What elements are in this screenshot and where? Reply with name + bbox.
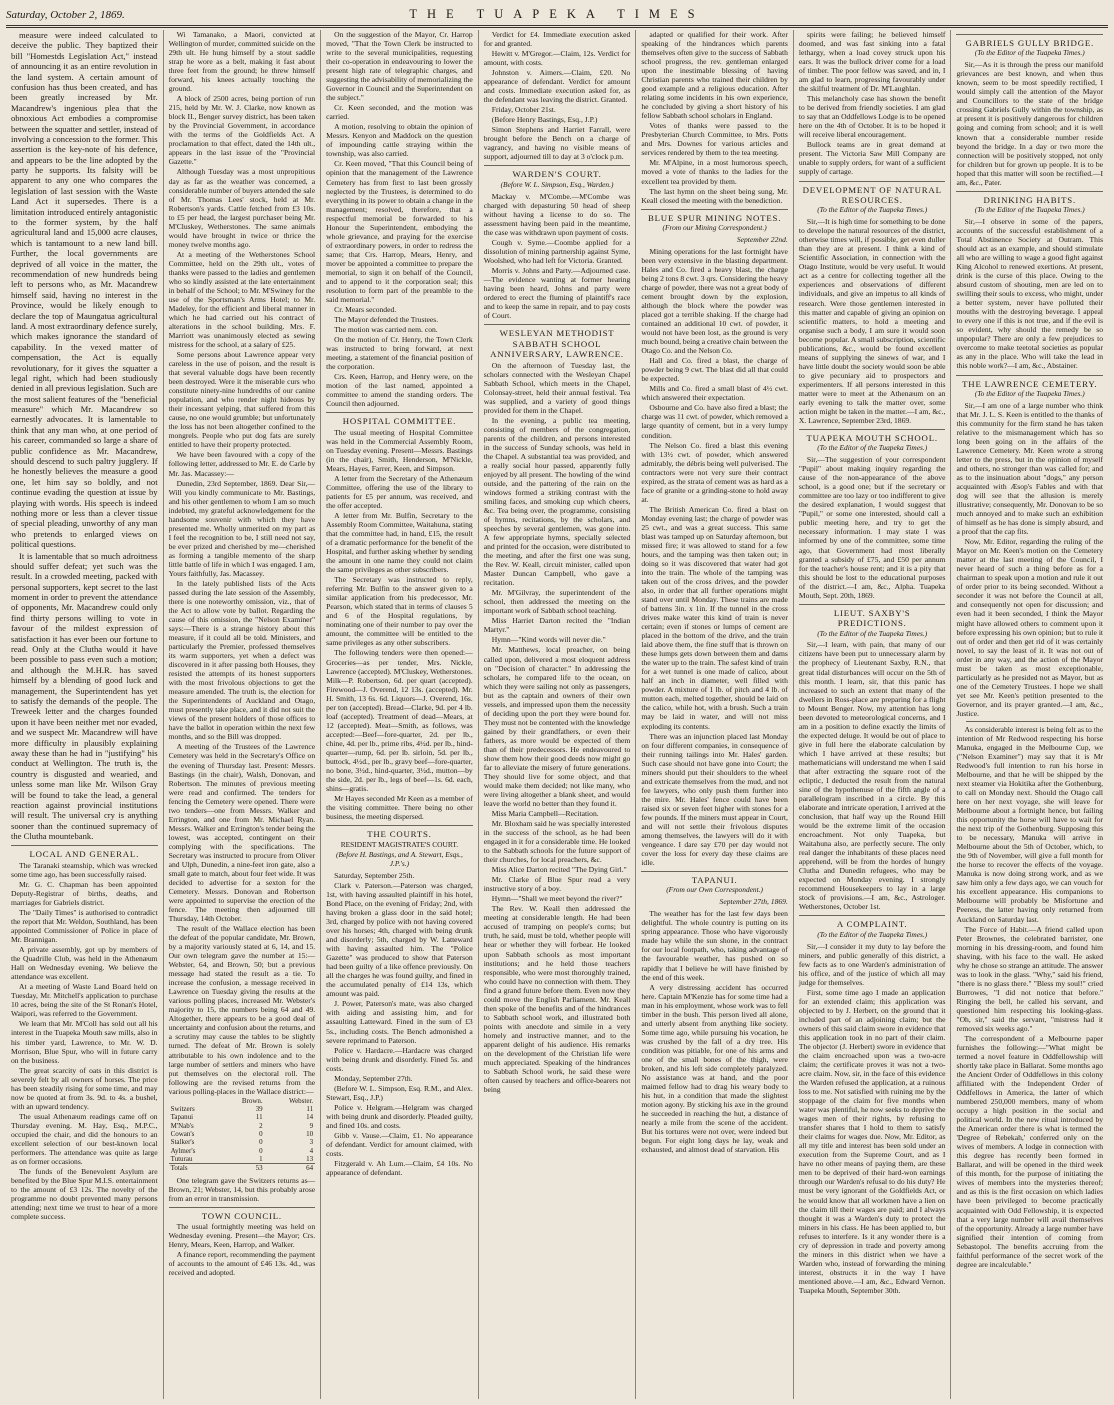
date-line: Friday, October 21st. [491, 105, 556, 115]
news-item: The motion was carried nem. con. [334, 325, 438, 334]
news-item: At a meeting of Waste Land Board held on Tuesday, Mr. Mitchell's application to purchase 10 acres, being the site of the St Ronan's Hotel, Waipori, was referred to the Government. [11, 982, 158, 1019]
news-item: A finance report, recommending the payment of accounts to the amount of £46 13s. 4d., was received and adopted. [168, 1250, 316, 1278]
news-item: This melancholy case has shown the benefit to be derived from friendly societies. I am glad to say that an Oddfellows Lodge is to be opened here on the 4th of October. It is to be hoped it will receive liberal encouragement. [798, 94, 946, 140]
news-item: The Mayor defended the Trustees. [334, 314, 439, 324]
columns [6, 30, 1108, 1399]
table-cell: 3 [309, 1138, 314, 1147]
byline: (To the Editor of the Tuapeka Times.) [817, 628, 928, 638]
table-header-cell: Webster. [289, 1096, 314, 1105]
column-5 [636, 30, 794, 1399]
date-line: Saturday, September 25th. [334, 870, 415, 880]
table-cell: 0 [259, 1129, 263, 1138]
news-item: Cr. Keen seconded, and the motion was carried. [326, 103, 473, 122]
news-item: Verdict for £4. Immediate execution asked for and granted. [483, 30, 631, 49]
news-item: Hewitt v. M'Gregor.—Claim, 12s. Verdict for amount, with costs. [483, 49, 631, 68]
byline: (Before H. Bastings, and A. Stewart, Esqs., J.P.'s.) [336, 850, 463, 869]
section-heading-gabriels-gully-bridge: GABRIELS GULLY BRIDGE. [956, 34, 1103, 48]
news-item: Osbourne and Co. have also fired a blast; the charge was 11 cwt. of powder, which removed a large quantity of cement, but in a very lumpy condition. [641, 403, 788, 440]
news-item: Bullock teams are in great demand at present. The Victoria Saw Mill Company are unable to supply orders, for want of a sufficient supply of cartage. [798, 140, 946, 177]
letter: Sir,—I learn, with pain, that many of our citizens have been put to unnecessary alarm by the prophecy of Lieutenant Saxby, R.N., that great tidal disturbances will occur on the 5th of this month. I learn, sir, that this panic has increased to such an extent that many of the dwellers in Ross-place are preparing for a flight to Mount Benger. Now, my attention has long been devoted to meteorological concerns, and I am in a position to define exactly the limits of the expected deluge. It would be out of place to give in full here the elaborate calculation by which I have arrived at these results; but mathematicians will understand me when I said that after extracting the square root of the ecliptic, I deducted the result from the natural sine of the hypothenuse of the fifth angle of a parallelogram inscribed in a circle. By this elaborate and intricate operation, I arrived at the conclusion, that half way up the Round Hill would be the extreme limit of the occasion encroachment. Not only Tuapeka, but Waitahuna also, are perfectly secure. The only real danger the inhabitants of these places need apprehend, will be from the hordes of hungry Clutha and Dunedin refugees, who may be expected on Monday evening. I strongly recommend Housekeepers to lay in a large stock of provisions.—I am, &c., Astrologer. Wetherstones, October 1st. [798, 640, 946, 912]
table-header-row [169, 1097, 316, 1105]
letter: Sir,—As it is through the press our manifold grievances are best known, and when thus known, seem to be most speedily rectified, I would simply call the attention of the Mayor and Councillors to the state of the bridge crossing Gabriels Gully within the township, as at present it is positively dangerous for children going and coming from school; and it is well known that a considerable number reside beyond the bridge. In a day or two more the connection will be positively stopped, not only for children but for grown up people. It is to be hoped that this matter will soon be rectified.—I am, &c., Pater. [956, 60, 1104, 187]
byline: (To the Editor of the Tuapeka Times.) [817, 929, 928, 939]
table-cell: Cowan's [170, 1129, 195, 1138]
table-cell: 0 [259, 1146, 263, 1155]
table-cell: M'Nab's [170, 1121, 194, 1130]
news-item: One telegram gave the Switzers returns as—Brown, 21; Webster, 14, but this probably arose from an error in transmission. [168, 1175, 316, 1203]
section-heading-tapanui: TAPANUI. [641, 871, 788, 885]
table-cell: 10 [306, 1129, 314, 1138]
news-item: As considerable interest is being felt as to the intention of Mr Redwood respecting his horse Manuka, engaged in the Melbourne Cup, we ("Nelson Examiner") may say that it is Mr Redwood's full intention to run his horse in Melbourne, and that he will be shipped by the next steamer via Hokitika after the Gothenburg, to call on Monday next. Should the Otago call here on her next voyage, she will leave for Melbourne about a fortnight hence, but failing this opportunity the horse will have to wait for the next trip of the Gothenburg. Supposing this to be necessary, Manuka will arrive in Melbourne about the 5th of October, which, to the 9th of November, will give a full month for the horse to recover the effects of the voyage. Manuka is now doing strong work, and as we saw him only a few days ago, we can vouch for his excellent appearance. His companions to Melbourne will probably be Misfortune and Peeress, the latter having only returned from Auckland on Saturday last. [956, 724, 1104, 924]
wallace-election-table [169, 1097, 316, 1173]
news-item: Police v. Hardacre.—Hardacre was charged with being drunk and disorderly. Fined 5s. and costs. [326, 1045, 473, 1073]
date-line: Monday, September 27th. [334, 1073, 413, 1083]
news-item: The last hymn on the sheet being sung, Mr. Keall closed the meeting with the benediction. [641, 186, 788, 205]
table-cell: 13 [306, 1154, 314, 1163]
table-cell: Stalker's [170, 1138, 195, 1147]
byline: (Before W. L. Simpson, Esq., Warden.) [500, 179, 614, 189]
table-total-row [169, 1164, 316, 1173]
table-cell: 9 [309, 1121, 314, 1130]
news-item: Simon Stephens and Harriet Farrall, were brought before the Bench on a charge of vagrancy, and having no visible means of support, adjourned till to day at 3 o'clock p.m. [483, 125, 631, 162]
section-heading-tuapeka-mouth-school: TUAPEKA MOUTH SCHOOL. [799, 429, 946, 443]
news-item: A motion, resolving to obtain the opinion of Messrs. Kenyon and Maddock on the question of impounding cattle straying within the township, was also carried. [326, 122, 473, 159]
table-cell: 2 [259, 1121, 263, 1130]
news-item: Mr. M'Gilvray, the superintendent of the school, then addressed the meeting on the important work of Sabbath school teaching. [483, 588, 631, 616]
news-item: The following tenders were then opened:—Groceries—as per tender, Mrs. Nickle, Lawrence (accepted). M'Cluskey, Wetherstones. Milk—P. Robertson, 6d. per quart (accepted). Firewood—J. Overend, 12 13s. (accepted). Mr. H. Smith, 13 6s. 6d. Liquors—J. Overend, 16s. per ton (accepted). Bread—Clarke, 9d. per 4 lb. loaf (accepted). Treatment of dead—Mears, at 12 (accepted). Meat—Smith, as follows, was accepted:—Beef—fore-quarter, 2d. per lb., chine, 4d. per lb., prime ribs, 4½d. per lb., hind-quarter—rump, 6d. per lb. sirloin, 5d. per lb., buttock, 4½d., per lb., gravy beef—fore-quarter, no bone, 3½d., hind-quarter, 3½d., mutton—by the side, 2d. per lb., legs of beef—1s. 6d. each, shins—gratis. [326, 648, 473, 793]
divider [966, 721, 1093, 722]
news-item: A letter from Mr. Bulfin, Secretary to the Assembly Room Committee, Waitahuna, stating that the committee had, in hand, £15, the result of a dramatic performance for the benefit of the Hospital, and further asking whether by sending the amount in one name they could not claim the same privileges as other subscribers. [326, 511, 473, 575]
byline: (Before W. L. Simpson, Esq. R.M., and Alex. Stewart, Esq., J.P.) [326, 1083, 473, 1102]
news-item: Hymn—"Shall we meet beyond the river?" [491, 894, 623, 904]
news-item: The Secretary was instructed to reply, referring Mr. Bulfin to the answer given to a similar application from his predecessor, Mr. Pearson, which stated that in terms of clauses 5 and 6 of the Hospital regulations, by nominating one of their number to pay over the amount, the committee will be entitled to the same privileges as any other subscribers. [326, 575, 473, 648]
news-item: Mr. Matthews, local preacher, on being called upon, delivered a most eloquent address on "Decision of character." In addressing the scholars, he compared life to the ocean, on which they were sailing not only as passengers, but as the captain and owners of their own vessels, and impressed upon them the necessity of deciding upon the port they were bound for. They must not be contented with the knowledge gained by their grandfathers, or even their fathers, as more would be expected of them than of their predecessors. He endeavoured to show them how their good deeds now might go far to alleviate the misery of future generations. They should live for some object, and that would make them decided; not like many, who were living altogether a blank sheet, and would leave the world no better than they found it. [483, 645, 631, 808]
table-cell: 53 [220, 1164, 265, 1173]
news-item: The Force of Habit.—A friend called upon Peter Brownes, the celebrated barrister, one morning in his dressing-room, and found him shaving, with his face to the wall. He asked why he chose so strange an attitude. The answer was to look in the glass. "Why," said his friend, "there is no glass there." "Bless my soul!" cried Burrowes, "I did not notice that before." Ringing the bell, he called his servant, and questioned him respecting his looking-glass. "Oh, sir," said the servant, "mistress had it removed six weeks ago." [956, 924, 1104, 1033]
news-item: The Taranaki steamship, which was wrecked some time ago, has been successfully raised. [11, 860, 158, 879]
date-line: September 27th, 1869. [719, 897, 788, 907]
letter: Sir,—It is high time for something to be done to develope the natural resources of the district, otherwise times will, if possible, get even duller than they are at present. I think a kind of Scientific Association, in connection with the Otago Institute, would be very useful. It would act as a centre for collecting together all the experiences and observations of different individuals, and give an impetus to all kinds of research. Were those gentlemen interested in this matter and capable of giving an opinion on scientific matters, to hold a meeting and organise such a body, I am sure it would soon become popular. A small subscription, scientific publications, &c., would be found excellent means of supplying the sinews of war, and I have little doubt the society would soon be able to give pecuniary aid to prospectors and experimenters. If all persons interested in this matter were to meet at the Athenæum on an early evening to talk the matter over, some action might be taken in the matter.—I am, &c., X. Lawrence, September 23rd, 1869. [798, 217, 946, 425]
issue-date: Saturday, October 2, 1869. [6, 8, 125, 21]
news-item: The usual meeting of Hospital Committee was held in the Commercial Assembly Room, on Tuesday evening. Present—Messrs. Bastings (in the chair), Smith, Henderson, M'Nickle, Mears, Hayes, Farrer, Keen, and Simpson. [326, 427, 473, 473]
table-row [169, 1113, 316, 1121]
byline: (Before Henry Bastings, Esq., J.P.) [491, 115, 598, 125]
news-item: Police v. Helgram.—Helgram was charged with being drunk and disorderly. Pleaded guilty, and fined 10s. and costs. [326, 1102, 473, 1130]
news-item: Mills and Co. fired a small blast of 4½ cwt. which answered their expectation. [641, 384, 788, 403]
news-item: On the afternoon of Tuesday last, the scholars connected with the Wesleyan Chapel Sabbath School, which meets in the Chapel, Colonsay-street, held their annual festival. Tea was supplied, and a variety of good things provided for them in the Chapel. [483, 360, 631, 415]
table-cell: 11 [306, 1104, 314, 1113]
news-item: The British American Co. fired a blast on Monday evening last; the charge of powder was 25 cwt., and was a great success. This same blast was tamped up on Saturday afternoon, but missed fire; it was allowed to stand for a few hours, and the tamping was then taken out; in doing so it was discovered that water had got into the train. The whole of the tamping was taken out of the cross drives, and the powder also, in order that all further operations might stand over until Monday. These trains are made of battens 3in. x 1in. If the tunnel in the cross drives make water this kind of train is never certain; even if stones or lumps of cement are placed in the bottom of the drive, and the train laid above them, the fine stuff that is thrown on these lumps gets down between them and dams the water up to the train. The safest kind of train for a wet tunnel is one made of calico, about half an inch in diameter, well filled with powder. A mixture of 1 lb. of pitch and 4 lb. of mutton each, melted together, should be laid on the calico, while hot, with a brush. Such a train may be laid in water, and will not miss exploding its contents. [641, 504, 788, 731]
news-item: The usual Athenæum readings came off on Thursday evening. M. Hay, Esq., M.P.C., occupied the chair, and did the honours to an excellent selection of our best-known local performers. The attendance was quite as large as on former occasions. [11, 1111, 158, 1166]
news-item: Mining operations for the last fortnight have been very extensive in the blasting department. Hales and Co. fired a heavy blast, the charge being 2 tons 8 cwt. 3 qrs. Considering the heavy charge of powder, there was not a great body of cement brought down by the explosion, although the block where the powder was placed got a terrible shaking. If the charge had contained an additional 10 cwt. of powder, it would not have been lost, as the ground is very much bound, being a creative chain between the Otago Co. and the Nelson Co. [641, 246, 788, 356]
table-row [169, 1130, 316, 1138]
news-item: A letter from the Secretary of the Athenæum Committee, offering the use of the library to patients for £5 per annum, was received, and the offer accepted. [326, 473, 473, 510]
news-item: Hall and Co. fired a blast, the charge of powder being 9 cwt. The blast did all that could be expected. [641, 356, 788, 384]
news-item: The result of the Wallace election has been the defeat of the popular candidate, Mr. Brown, by a majority variously stated at 6, 14, and 15. Our own telegram gave the number at 15:—Webster, 64, and Brown, 50; but a previous message had stated the result as a tie. To increase the confusion, a message received in Lawrence on Tuesday giving the results at the various polling places, increased Mr. Webster's majority to 15, the numbers being 64 and 49. Altogether, there appears to be a good deal of uncertainty and confusion about the returns, and a scrutiny may cause the tables to be slightly turned. The defeat of Mr. Brown is solely attributable to his own indolence and to the large number of settlers and miners who have put themselves on the electoral roll. The following are the revised returns from the various polling-places in the Wallace district:— [168, 924, 316, 1096]
section-heading-a-complaint: A COMPLAINT. [799, 915, 946, 929]
news-item: The usual fortnightly meeting was held on Wednesday evening. Present—the Mayor; Crs. Henry, Mears, Keen, Harrop, and Walker. [168, 1222, 316, 1250]
letter: Dunedin, 23rd September, 1869. Dear Sir,—Will you kindly communicate to Mr. Bastings, and his other gentlemen to whom I am so much indebted, my grateful acknowledgement for the handsome souvenir with which they have presented me. Wholly unmerited on my part as I feel the recognition to be, I still need not say, be ever prized and cherished by me—cherished as forming a tangible memento of the sharp little battle of life in which I was engaged. I am, Yours faithfully, Jas. Macassey. [168, 478, 316, 578]
column-6 [794, 30, 952, 1399]
byline: (To the Editor of the Tuapeka Times.) [974, 205, 1085, 215]
section-heading-blue-spur-mining-notes: BLUE SPUR MINING NOTES. [641, 209, 788, 223]
letter: Sir,—The suggestion of your correspondent "Pupil" about making inquiry regarding the cause of the non-appearance of the above school, is a good one; but if the secretary or committee are too lazy or too indifferent to give the desired explanation, I would suggest that "Pupil," or some one interested, should call a public meeting here, and try to get the necessary information. I may state I was informed by one of the committee, some time ago, that Government had most liberally granted a subsidy of £75, and £50 per annum for the teacher's house rent; and it is a pity that this should be lost to the educational purposes of the district.—I am, &c., Alpha. Tuapeka Mouth, Sept. 20th, 1869. [798, 455, 946, 600]
section-heading-natural-resources: DEVELOPMENT OF NATURAL RESOURCES. [799, 181, 946, 206]
news-item: On the suggestion of the Mayor, Cr. Harrop moved, "That the Town Clerk be instructed to write to the several municipalities, requesting their co-operation in endeavouring to lower the present high rate of telegraphic charges, and suggesting the advisability of memorializing the Governor in Council and the Superintendent on the subject." [326, 30, 473, 103]
news-item: A private assembly, got up by members of the Quadrille Club, was held in the Athenæum Hall on Wednesday evening. We believe the attendance was excellent. [11, 945, 158, 982]
news-item: Some persons about Lawrence appear very careless in the use of poison, and the result is that several valuable dogs have been recently been destroyed. Were it the miserable curs who constitute ninety-nine hundredths of our canine population, and who render night hideous by their incessant yelping, that suffered from this cause, no one would grumble; but unfortunately the loss has not been altogether confined to the mongrels. People who put dog fats are surely entitled to have their property protected. [168, 350, 316, 450]
news-item: The Nelson Co. fired a blast this evening with 13½ cwt. of powder, which answered admirably, the débris being well pulverised. The contractors were not very sure their contract expired, as the strata of cement was as hard as a face of granite or a grinding-stone to hold away at. [641, 440, 788, 504]
table-row [169, 1147, 316, 1155]
news-item: Although Tuesday was a most unpropitious day as far as the weather was concerned, a considerable number of buyers attended the sale of Mr. Thomas Lees' stock, held at Mr. Robertson's yards. Cattle fetched from £3 10s. to £5 per head, the largest purchaser being Mr. M'Cluskey, Wetherstones. The same animals would have brought in twice or thrice the money twelve months ago. [168, 167, 316, 249]
table-cell: 39 [255, 1104, 263, 1113]
news-item: The weather has for the last few days been delightful. The whole country is putting on its spring appearance. Those who have vigorously made hay while the sun shone, in the contract for our local footpath, who, taking advantage of the favourable weather, has pushed on so rapidly that I believe he will have finished by the end of this week. [641, 909, 788, 982]
byline: (From our Own Correspondent.) [666, 885, 763, 895]
letter: Sir,—I am one of a large number who think that Mr. J. L. S. Keen is entitled to the thanks of this community for the firm stand he has taken relative to the mismanagement which has so long been going on in the affairs of the Lawrence Cemetery. Mr. Keen wrote a strong letter to the press, but in the opinion of myself and others, no stronger than was called for; and as to the insinuation about "dogs," any person acquainted with Æsop's Fables and with that dog will see that the allusion is merely illustrative; consequently, Mr. Donovan to be so much annoyed and to make such an exhibition of himself as he has done is simply absurd, and a proof that the cap fits. [956, 400, 1104, 537]
section-heading-hospital-committee: HOSPITAL COMMITTEE. [326, 412, 473, 426]
byline: (From our Mining Correspondent.) [662, 223, 767, 233]
news-item: A block of 2500 acres, being portion of run 215, held by Mr. W. J. Clarke, now known as block II., Benger survey district, has been taken by the Provincial Government, in accordance with the terms of the Goldfields Act. A proclamation to that effect, dated the 14th ult., appears in the last issue of the "Provincial Gazette." [168, 94, 316, 167]
table-row [169, 1138, 316, 1146]
news-item: Wi Tamanako, a Maori, convicted at Wellington of murder, committed suicide on the 29th ult. He hung himself by a stout saddle strap he wore as a belt, making it fast about three feet from the ground; he threw himself forward, his knees actually touching the ground. [168, 30, 316, 94]
byline: (To the Editor of the Tuapeka Times.) [817, 205, 928, 215]
news-item: Mackay v. M'Combe.—M'Combe was charged with depasturing 50 head of sheep without having a license to do so. The assessment having been paid in the meantime, the case was withdrawn upon payment of costs. [483, 191, 631, 237]
news-item: A very distressing accident has occurred here. Captain M'Kenzie has for some time had a man in his employment, whose work was to fell timber in the bush. This person lived all alone, and utterly absent from anything like society. Some time ago, while pursuing his vocation, he was crushed by the fall of a dry tree. His condition was pitiable, for one of his arms and one of the small bones of the thigh, were broken, and his left side completely paralyzed. No assistance was at hand, and the poor maimed fellow had to drag his weary body to his hut, in a condition that made the slightest motion agony. By sticking his axe in the ground he succeeded in reaching the hut, a distance of nearly a mile from the scene of the accident. But his tortures were not over, were indeed but begun. For eight long days he lay, weak and exhausted, and almost dead of starvation. His [641, 982, 788, 1155]
news-item: In the lately published lists of the Acts passed during the late session of the Assembly, there is one noteworthy omission, viz., that of the Act to allow vote by ballot. Regarding the cause of this omission, the "Nelson Examiner" says:—There is a strange history about this measure, if it could all be told. Ministers, and particularly the Premier, professed themselves its warm supporters, yet when a defect was discovered in it after passing both Houses, they resisted the attempts of its honest supporters with the most frivolous objections to get the measure amended. The truth is, the election for the Superintendents of Auckland and Otago, must presently take place, and it did not suit the views of the present holders of those offices to have the ballot in operation within the next few months, and so the Bill was dropped. [168, 578, 316, 742]
news-item: Johnston v. Aimers.—Claim, £20. No appearance of defendant. Verdict for amount and costs. Immediate execution asked for, as the defendant was leaving the district. Granted. [483, 68, 631, 105]
news-item: The great scarcity of oats in this district is severely felt by all owners of horses. The price has been steadily rising for some time, and may now be quoted at from 3s. 9d. to 4s. a bushel, with an upward tendency. [11, 1065, 158, 1111]
table-row [169, 1155, 316, 1164]
news-item: Mr. M'Alpine, in a most humorous speech, moved a vote of thanks to the ladies for the excellent tea provided by them. [641, 158, 788, 186]
column-2 [164, 30, 322, 1399]
news-item: J. Power, Paterson's mate, was also charged with aiding and assisting him, and for assaulting Latteward. Fined in the sum of £3 5s., including costs. The Bench admonished a severe reprimand to Paterson. [326, 999, 473, 1045]
news-item: Mr. Bloxham said he was specially interested in the success of the school, as he had been engaged in it for a considerable time. He looked to the Sabbath schools for the future support of their churches, for local preachers, &c. [483, 819, 631, 865]
news-item: In the evening, a public tea meeting, consisting of members of the congregation, parents of the children, and persons interested in the success of Sunday schools, was held in the Chapel. A substantial tea was provided, and a really social hour passed, apparently fully enjoyed by all present. The howling of the wind outside, and the pattering of the rain on the windows formed a striking contrast with the smiling faces, and smoking cup which cheers, &c. Tea being over, the programme, consisting of hymns, recitations, by the scholars, and speeches by several gentlemen, was gone into. A few appropriate hymns, specially selected and printed for the occasion, were distributed to the meeting, and after the first one was sung, the Rev. W. Keall, circuit minister, called upon Master Duncan Campbell, who gave a recitation. [483, 415, 631, 588]
table-cell: Totals [169, 1164, 221, 1173]
news-item: Cr. Mears seconded. [334, 304, 397, 314]
column-4 [479, 30, 637, 1399]
news-item: Clark v. Paterson.—Paterson was charged, 1st, with having assaulted plaintiff in his hotel, Bond Place, on the evening of Friday; 2nd, with having broken a glass door in the said hotel; 3rd, charged by police with not having covered over his horses; 4th, charged with being drunk and disorderly; 5th, charged by W. Latteward with having assaulted him. The "Police Gazette" was produced to show that Paterson had been guilty of a like offence previously. On all the charges he was found guilty, and fined in the accumulated penalty of £14 13s, which amount was paid. [326, 881, 473, 999]
news-item: The correspondent of a Melbourne paper furnishes the following:—"What might be termed a novel feature in Oddfellowship will shortly take place in Ballarat. Some months ago the Ancient Order of Oddfellows in this colony affiliated with the Independent Order of Oddfellows in America, the latter of which numbered 250,000 members, many of whom occupy a high position in the social and political world. In the new ritual introduced by the American order there is what is termed the 'Degree of Rebekah,' conferred only on the wives of members. A lodge in connection with this degree has recently been formed in Ballarat, and will be opened in the third week of this month, for the purpose of initiating the wives of members into the mysteries thereof; and as this is the first occasion on which ladies have been privileged to become practically acquainted with Odd Fellowship, it is expected that a very large number will avail themselves of the opportunity. Already a large number have signified their intention of coming from Sebastopol. The benefits accruing from the faithful performance of the secret work of the degree are incalculable." [956, 1033, 1104, 1269]
section-heading-wesleyan-anniversary: WESLEYAN METHODIST SABBATH SCHOOL ANNIVERSARY, LAWRENCE. [484, 324, 631, 359]
section-heading-saxby-predictions: LIEUT. SAXBY'S PREDICTIONS. [799, 604, 946, 629]
letter: Sir,—I observe in some of the papers, accounts of the successful establishment of a Total Abstinence Society at Outram. This should act as an example, and should stimulate all who are willing to wage a good fight against King Alcohol to renewed exertions. At present, drink is the curse of this place. Owing to the absurd custom of shouting, men are led on to swilling their souls to excess, who might, under a better system, never have polluted their mouths with the destroying beverage. I appeal to every one if this is not true, and if the evil is so evident, why should the remedy be so unpopular? There are only a few prejudices to overcome to make teetotal societies as popular as any in the place. Who will take the lead in this noble work?—I am, &c., Abstainer. [956, 216, 1104, 371]
section-heading-the-courts: THE COURTS. [326, 825, 473, 839]
news-item: We learn that Mr. M'Coll has sold out all his interest in the Tuapeka Mouth saw mills, also in his timber yard, Lawrence, to Mr. W. D. Morrison, Blue Spur, who will in future carry on the business. [11, 1019, 158, 1065]
editorial-paragraph: It is lamentable that so much adroitness should suffer defeat; yet such was the result. In a crowded meeting, packed with personal supporters, kept secret to the last moment in order to prevent the attendance of opponents, Mr. Macandrew could only find thirty persons willing to vote in favour of the mildest expression of satisfaction it has ever been our fortune to read. Only at the Clutha would it have been possible to pass even such a motion; and although the M.H.R. has saved himself by a blending of good luck and management, the Superintendent has yet to satisfy the demands of the people. The Treweek letter and the charges founded upon it have been neither met nor evaded, and we suspect Mr. Macandrew will have more difficulty in plausibly explaining away these than he had in "justifying" his conduct at Wellington. The truth is, the country is disgusted and wearied, and unless some man like Mr. Wilson Gray will be found to take the lead, a general reaction against provincial institutions will result. The universal cry is anything sooner than the continued supremacy of the Clutha mountebank. [11, 550, 158, 842]
news-item: On the motion of Cr. Henry, the Town Clerk was instructed to bring forward, at next meeting, a statement of the financial position of the corporation. [326, 335, 473, 372]
table-cell: Switzers [170, 1104, 195, 1113]
table-header-cell [169, 1097, 221, 1105]
news-item: Crs. Keen, Harrop, and Henry were, on the motion of the last named, appointed a committee to amend the standing orders. The Council then adjourned. [326, 372, 473, 409]
table-cell: Aylmer's [170, 1146, 196, 1155]
table-header-cell: Brown. [241, 1096, 263, 1105]
table-cell: 0 [259, 1138, 263, 1147]
news-item: At a meeting of the Wetherstones School Committee, held on the 29th ult., votes of thanks were passed to the ladies and gentlemen who so kindly assisted at the late entertainment in behalf of the School; to Mr. M'Swiney for the use of the Sportsman's Arms Hotel; to Mr. Madeley, for the efficient and liberal manner in which he had carried out his contract of alterations in the school building. Mrs. F. Marriott was unanimously elected as sewing mistress for the school, at a salary of £25. [168, 249, 316, 350]
masthead [6, 4, 1108, 28]
news-item: Mr. Clarke of Blue Spur read a very instructive story of a boy. [483, 875, 631, 894]
news-item: Cough v. Syme.—Coombe applied for a dissolution of mining partnership against Syme, Woolshed, who had left for Victoria. Granted. [483, 237, 631, 265]
letter: First, some time ago I made an application for an extended claim; this application was objected to by J. Herbert, on the ground that it included part of an adjoining claim; but the owners of this said claim swore in evidence that this application took in no part of their claim. The objector (J. Herbert) swore in evidence that the claim encroached upon was a two-acre claim; the certificate proves it was not a two-acre claim. Now, sir, in the face of this evidence the Warden refused the application, at a ruinous loss to me. Not satisfied with ruining me by the stoppage of the claim for five months when water was plentiful, he now seeks to deprive the wages men of their rights, by refusing to transfer shares that I hold to them to satisfy their claims for wages due. Now, Mr. Editor, as all my title and interest has been sold under an execution from the Supreme Court, and as I have no other means of paying them, are these men to be deprived of their hard-won earnings through our Warden's refusal to do his duty? He must be very ignorant of the Goldfields Act, or he would know that all workmen have a lien on the claim till their wages are paid; and I always thought it was a Warden's duty to protect the miners in his class. He has been applied to, but refuses to interfere. Is it any wonder there is a cry of depression in trade and poverty among the miners in this district when we have a Warden who, instead of forwarding the mining interest, obstructs it in the way I have mentioned above.—I am, &c., Edward Vernon. Tuapeka Mouth, September 30th. [798, 987, 946, 1295]
news-item: We have been favoured with a copy of the following letter, addressed to Mr. E. de Carle by Mr. Jas. Macassey:— [168, 450, 316, 478]
subheading-resident-magistrates-court: RESIDENT MAGISTRATE'S COURT. [340, 839, 459, 849]
section-heading-wardens-court: WARDEN'S COURT. [484, 165, 631, 179]
news-item: Cr. Keen moved, "That this Council being of opinion that the management of the Lawrence Cemetery has from first to last been grossly neglected by the Trustees, is determined to do everything in its power to obtain a change in the management; resolved, therefore, that a respectful memorial be forwarded to his Honour the Superintendent, embodying the whole grievance, and praying for the exercise of extraordinary powers, in order to redress the same; that Crs. Harrop, Mears, Henry, and mover be appointed a committee to prepare the memorial, to sign it on behalf of the Council, and to append to it the corporation seal; this resolution to form part of the preamble to the said memorial." [326, 159, 473, 304]
byline: (To the Editor of the Tuapeka Times.) [974, 48, 1085, 58]
letter: Sir,—I consider it my duty to lay before the miners, and public generally of this district, a few facts as to one Warden's administration of his office, and of the justice of which all may judge for themselves. [798, 941, 946, 987]
section-heading-lawrence-cemetery: THE LAWRENCE CEMETERY. [956, 375, 1103, 389]
table-cell: Tapanui [170, 1113, 194, 1122]
news-item: Morris v. Johns and Party.—Adjourned case.—The evidence wanting at former hearing having been heard, Johns and party were ordered to erect the fluming of plaintiff's race and to keep the same in repair, and to pay costs of Court. [483, 265, 631, 321]
section-heading-town-council: TOWN COUNCIL. [169, 1207, 316, 1221]
news-item: Hymn—"Kind words will never die." [491, 635, 606, 645]
table-row [169, 1105, 316, 1113]
news-item: Votes of thanks were passed to the Presbyterian Church Committee, to Mrs. Potts and Mrs. Downes for various articles and services rendered by them to the tea meeting. [641, 121, 788, 158]
news-item: Mr. G. C. Chapman has been appointed Deputy-Registrar of births, deaths, and marriages for Gabriels district. [11, 879, 158, 908]
news-item: The "Daily Times" is authorised to contradict the report that Mr. Weldon, Southland, has been appointed Commissioner of Police in place of Mr. Brannigan. [11, 908, 158, 945]
news-item: Miss Maria Campbell—Recitation. [491, 809, 599, 819]
newspaper-title: THE TUAPEKA TIMES [409, 7, 705, 21]
column-3 [321, 30, 479, 1399]
table-cell: Tuturau [170, 1154, 193, 1163]
table-cell: 14 [306, 1113, 314, 1122]
news-item: spirits were failing; he believed himself doomed, and was fast sinking into a fatal lethargy, when a load covey struck upon his ears. It was the bullock driver come for a load of timber. The poor fellow was saved, and in, I am glad to learn, progressing favourably under the skilful treatment of Dr. M'Laughlan. [798, 30, 946, 94]
news-item: Miss Alice Darton recited "The Dying Girl." [491, 865, 627, 875]
table-row [169, 1122, 316, 1130]
news-item: A meeting of the Trustees of the Lawrence Cemetery was held in the Secretary's Office on the evening of Thursday last. Present: Messrs. Bastings (in the chair), Walsh, Donovan, and Robertson. The minutes of previous meeting were read and confirmed. The tenders for fencing the Cemetery were opened. There were two tenders—one from Messrs. Walker and Errington, and one from Mr. Michael Ryan. Messrs. Walker and Errington's tender being the lowest, was accepted, contingent on their complying with the specifications. The Secretary was instructed to procure from Oliver and Ulph, Dunedin, a nine-feet iron gate, also a small gate to match, about four feet wide. It was decided to advertise for a sexton for the Cemetery. Messrs. Donovan and Robertson were appointed to supervise the erection of the fence. The meeting then adjourned till Thursday, 14th October. [168, 742, 316, 924]
date-line: September 22nd. [736, 234, 788, 244]
table-cell: 11 [255, 1113, 263, 1122]
table-cell: 1 [259, 1154, 263, 1163]
column-7 [951, 30, 1108, 1399]
news-item: There was an injunction placed last Monday on four different companies, in consequence of their running tailings into Mr. Hales' garden. Such case should not have gone into Court; the miners should put their shoulders to the wheel and extricate themselves from the mud, and not fee lawyers, who only push them further into the mire. Mr. Hales' fence could have been raised six or seven feet higher with stones for a few pounds. If the miners must appear in Court, and will not settle their frivolous disputes among themselves, the lawyers will do it with vengeance. I dare say £70 per day would not cover the loss for every day these claims are idle. [641, 731, 788, 867]
news-item: adapted or qualified for their work. After speaking of the hindrances which parents themselves often give to the success of Sabbath school progress, the rev. gentleman enlarged upon the inestimable blessing of having Christian parents who trained their children by good example and a religious education. After relating some incidents in his own experience, he concluded by giving a short history of his fellow Sabbath school scholars in England. [641, 30, 788, 121]
section-heading-local-and-general: LOCAL AND GENERAL. [11, 845, 158, 859]
section-heading-drinking-habits: DRINKING HABITS. [956, 191, 1103, 205]
news-item: Mr Hayes seconded Mr Keen as a member of the visiting committee. There being no other business, the meeting dispersed. [326, 793, 473, 822]
news-item: The funds of the Benevolent Asylum are benefited by the Blue Spur M.I.S. entertainment to the amount of £3 12s. The novelty of the programme no doubt prevented many persons attending; next time we trust to hear of a more complete success. [11, 1166, 158, 1222]
editorial-paragraph: measure were indeed calculated to deceive the public. They baptized their bill "Homestds Legislation Act," instead of announcing it as an entire revolution in the land system. A certain amount of confusion has thus been created, and has been greatly increased by Mr. Macandrew's ingenious plea that the obnoxious Act embodies a compromise between the squatter and settler, instead of involving a concession to the former. This assertion is the key-note of his defence, and appears to be the line adopted by the party he supports. Its falsity will be apparent to any one who compares the legislation of last session with the Waste Land Act it supersedes. There is a limitation introduced entirely antagonistic to the former system, by the half agricultural land and 15,000 acre clauses, which is tantamount to a new land bill. Further, the local governments are deprived of all voice in the matter, the recommendation of new hundreds being left to persons who, as Mr. Macandrew himself said, having no interest in the Province, would be likely enough to declare the top of Maungatua agricultural land. A most extraordinary defence surely, which makes ignorance the standard of capability. In the vexed matter of compensation, the Act is equally revolutionary, for it gives the squatter a legal right, which had been studiously denied in all previous legislation. Such are the most salient features of the "beneficial measure" which Mr. Macandrew so earnestly advocates. It is lamentable to think that any man who, at one period of his career, commanded so large a share of public confidence as Mr. Macandrew, should descend to such paltry jugglery. If he honestly believes the measure a good one, let him say so boldly, and not continue evading the question at issue by playing with words. His speech is indeed nothing more or less than a clever tissue of special pleading, unworthy of any man who pretends to enlarged views on political questions. [11, 30, 158, 550]
table-cell: 4 [309, 1146, 314, 1155]
letter: Now, Mr. Editor, regarding the ruling of the Mayor on Mr. Keen's motion on the Cemetery matter at the last meeting of the Council, I never heard of such a thing before as for a chairman to speak upon a motion and rule it out of order prior to its being seconded. Without a seconder it was not before the Council at all, and consequently not open for discussion; and even had it been seconded, I think the Mayor might have allowed others to comment upon it before expressing his own opinion; but to rule it out of order and then get rid of it was certainly novel, to say the least of it. It was not out of order in any way, and the action of the Mayor must be taken as most exceptionable, particularly as he presided not as Mayor, but as one of the Cemetery Trustees. I hope we shall yet see Mr. Keen's petition presented to the Governor, and its prayer granted.—I am, &c., Justice. [956, 537, 1104, 718]
news-item: Miss Harriet Darton recited the "Indian Martyr." [483, 616, 631, 635]
column-1 [6, 30, 164, 1399]
byline: (To the Editor of the Tuapeka Times.) [817, 443, 928, 453]
byline: (To the Editor of the Tuapeka Times.) [974, 388, 1085, 398]
news-item: Gibb v. Vause.—Claim, £1. No appearance of defendant. Verdict for amount claimed, with costs. [326, 1130, 473, 1158]
news-item: Fitzgerald v. Ah Lum.—Claim, £4 10s. No appearance of defendant. [326, 1158, 473, 1177]
table-cell: 64 [265, 1164, 315, 1173]
news-item: The Rev. W. Keall then addressed the meeting at considerable length. He had been accused of tramping on people's corns; but truth, he said, must be told, whether people will hear or whether they will forbear. He looked upon Sabbath schools as most important institutions; and he held those teachers responsible, who were most thoroughly trained, who could have no connection with them. They find a grand future before them. Even now they could move the English Parliament. Mr. Keall then spoke of the benefits and of the hindrances to Sabbath school work, and illustrated both points with anecdote and simile in a very homely and instructive manner, and to the apparent delight of his audience. His remarks on the development of the Christian life were much appreciated. Speaking of the hindrances to Sabbath School work, he said these were often caused by teachers and office-bearers not being [483, 904, 631, 1094]
